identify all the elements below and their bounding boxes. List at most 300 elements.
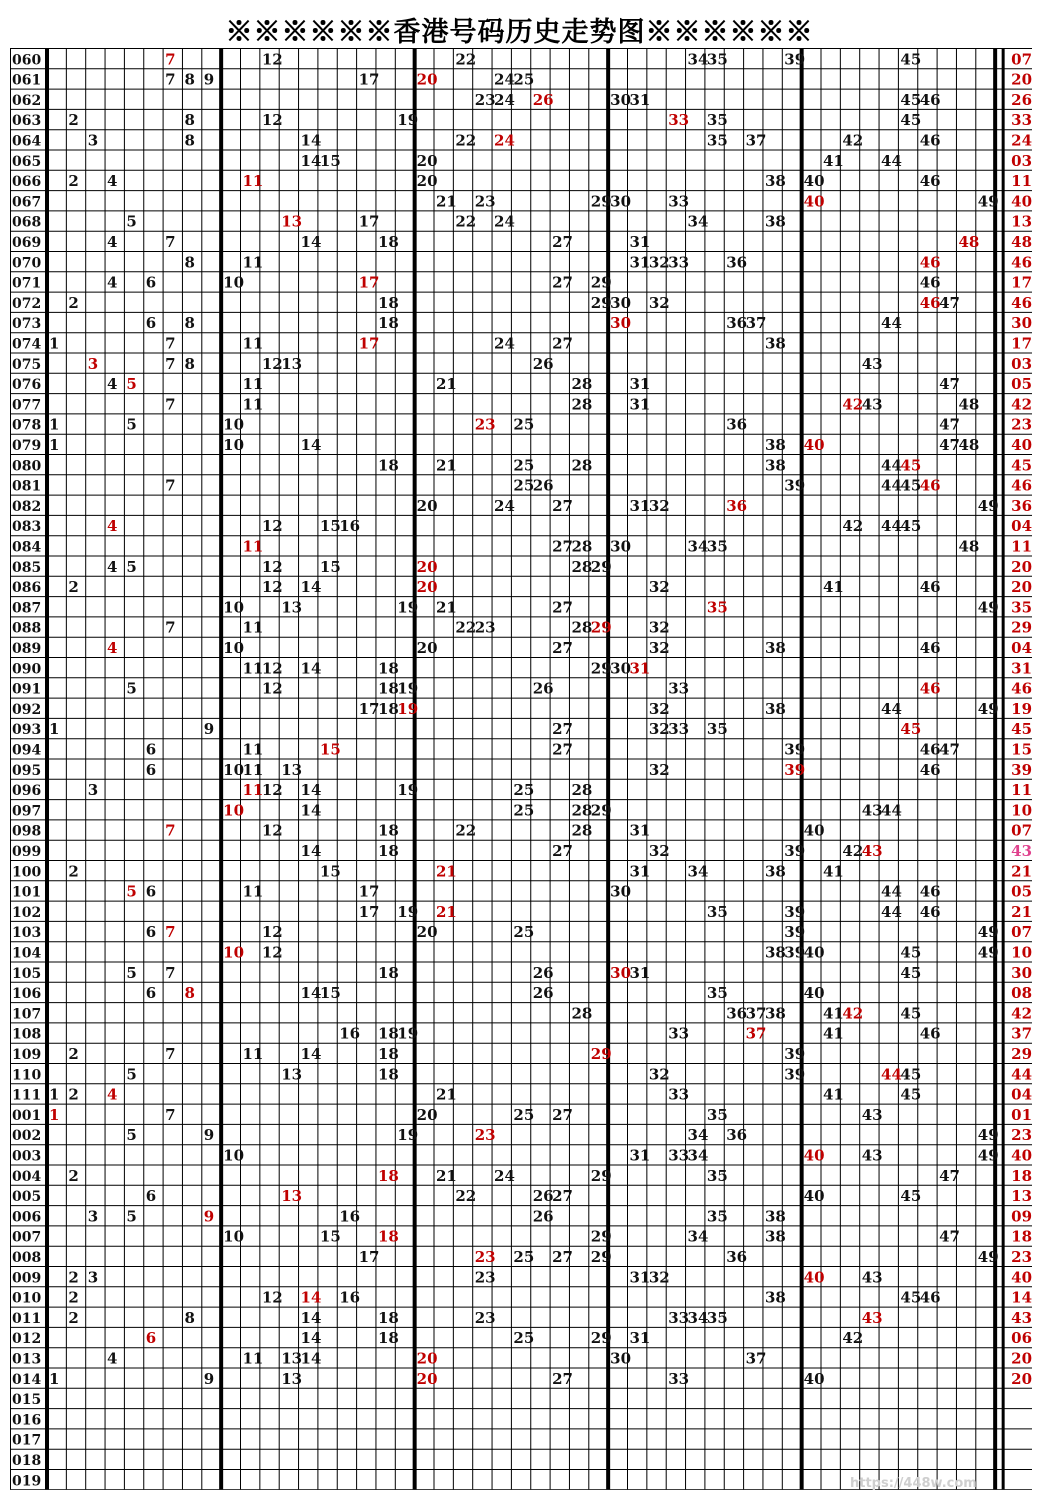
drawn-number: 25 — [513, 1329, 535, 1348]
result-number: 11 — [1011, 172, 1032, 191]
special-number: 46 — [919, 476, 941, 495]
special-number: 44 — [881, 1065, 902, 1084]
result-number: 05 — [1011, 375, 1032, 394]
result-number: 31 — [1011, 659, 1032, 678]
issue-number: 079 — [12, 438, 42, 454]
issue-number: 062 — [12, 92, 42, 109]
drawn-number: 39 — [784, 842, 806, 860]
drawn-number: 41 — [823, 151, 844, 170]
issue-number: 104 — [12, 945, 42, 962]
result-number: 07 — [1011, 821, 1032, 840]
drawn-number: 21 — [436, 1166, 457, 1185]
drawn-number: 46 — [919, 760, 941, 779]
special-number: 8 — [184, 984, 195, 1003]
drawn-number: 18 — [377, 1045, 399, 1063]
issue-number: 001 — [12, 1107, 42, 1124]
special-number: 18 — [377, 1227, 399, 1246]
drawn-number: 25 — [513, 456, 535, 475]
drawn-number: 2 — [68, 1085, 79, 1104]
special-number: 46 — [919, 253, 941, 272]
issue-number: 073 — [12, 316, 42, 333]
issue-number: 103 — [12, 925, 42, 942]
issue-number: 105 — [12, 965, 42, 982]
special-number: 20 — [416, 578, 438, 597]
drawn-number: 9 — [203, 1369, 215, 1388]
drawn-number: 21 — [436, 192, 457, 211]
drawn-number: 40 — [803, 821, 825, 840]
drawn-number: 17 — [358, 902, 380, 921]
drawn-number: 26 — [532, 476, 554, 495]
drawn-number: 25 — [513, 70, 535, 89]
drawn-number: 47 — [939, 1227, 960, 1246]
drawn-number: 15 — [319, 1227, 341, 1246]
drawn-number: 29 — [590, 557, 612, 576]
special-number: 14 — [300, 1288, 322, 1307]
drawn-number: 49 — [977, 923, 999, 942]
drawn-number: 5 — [126, 415, 137, 434]
issue-number: 083 — [12, 519, 42, 536]
special-number: 23 — [474, 1126, 496, 1145]
result-number: 07 — [1011, 923, 1032, 942]
drawn-number: 42 — [842, 517, 864, 536]
issue-number: 084 — [12, 539, 42, 556]
drawn-number: 45 — [900, 963, 922, 982]
drawn-number: 40 — [803, 1187, 825, 1206]
special-number: 39 — [784, 760, 806, 779]
drawn-number: 35 — [706, 131, 728, 150]
issue-number: 091 — [12, 681, 42, 698]
special-number: 20 — [416, 1369, 438, 1388]
result-number: 11 — [1011, 537, 1032, 556]
drawn-number: 35 — [706, 720, 728, 739]
drawn-number: 41 — [823, 862, 844, 881]
drawn-number: 2 — [68, 293, 79, 312]
result-number: 39 — [1011, 760, 1032, 779]
drawn-number: 34 — [687, 212, 709, 231]
special-number: 10 — [223, 943, 245, 962]
drawn-number: 44 — [881, 882, 902, 901]
drawn-number: 34 — [687, 1227, 709, 1246]
result-number: 24 — [1011, 131, 1032, 150]
drawn-number: 20 — [416, 1105, 438, 1124]
drawn-number: 27 — [552, 598, 573, 617]
drawn-number: 25 — [513, 923, 535, 942]
drawn-number: 45 — [900, 111, 922, 130]
drawn-number: 41 — [823, 578, 844, 597]
drawn-number: 19 — [397, 1024, 419, 1043]
drawn-number: 26 — [532, 354, 554, 373]
drawn-number: 37 — [745, 1349, 767, 1368]
result-number: 20 — [1011, 1369, 1032, 1388]
drawn-number: 29 — [590, 192, 612, 211]
issue-number: 101 — [12, 884, 42, 901]
issue-number: 068 — [12, 214, 42, 231]
drawn-number: 15 — [319, 984, 341, 1003]
drawn-number: 34 — [687, 537, 709, 556]
issue-number: 078 — [12, 417, 42, 434]
drawn-number: 30 — [610, 882, 632, 901]
special-number: 17 — [358, 273, 380, 292]
drawn-number: 12 — [261, 111, 283, 130]
result-number: 04 — [1011, 517, 1032, 536]
special-number: 4 — [107, 1085, 118, 1104]
drawn-number: 22 — [455, 212, 477, 231]
drawn-number: 23 — [474, 192, 496, 211]
result-number: 09 — [1011, 1207, 1032, 1226]
drawn-number: 38 — [764, 699, 786, 718]
drawn-number: 25 — [513, 801, 535, 820]
drawn-number: 17 — [358, 212, 380, 231]
drawn-number: 45 — [900, 1288, 922, 1307]
drawn-number: 2 — [68, 1045, 79, 1063]
drawn-number: 15 — [319, 557, 341, 576]
drawn-number: 44 — [881, 902, 902, 921]
special-number: 26 — [532, 90, 554, 109]
drawn-number: 27 — [552, 720, 573, 739]
drawn-number: 18 — [377, 1308, 399, 1327]
drawn-number: 7 — [165, 70, 176, 89]
drawn-number: 28 — [571, 801, 593, 820]
drawn-number: 42 — [842, 1329, 864, 1348]
drawn-number: 45 — [900, 517, 922, 536]
result-number: 14 — [1011, 1288, 1032, 1307]
drawn-number: 24 — [494, 334, 515, 353]
drawn-number: 27 — [552, 1369, 573, 1388]
drawn-number: 16 — [339, 1288, 361, 1307]
drawn-number: 5 — [126, 679, 137, 698]
drawn-number: 15 — [319, 517, 341, 536]
drawn-number: 10 — [223, 415, 245, 434]
drawn-number: 13 — [281, 760, 303, 779]
drawn-number: 22 — [455, 50, 477, 69]
drawn-number: 12 — [261, 354, 283, 373]
issue-number: 070 — [12, 255, 42, 272]
result-number: 10 — [1011, 801, 1032, 820]
drawn-number: 27 — [552, 334, 573, 353]
drawn-number: 44 — [881, 801, 902, 820]
drawn-number: 24 — [494, 1166, 515, 1185]
drawn-number: 9 — [203, 1126, 215, 1145]
result-number: 26 — [1011, 90, 1032, 109]
drawn-number: 12 — [261, 679, 283, 698]
drawn-number: 1 — [49, 334, 60, 353]
drawn-number: 39 — [784, 1065, 806, 1084]
issue-number: 082 — [12, 498, 42, 515]
drawn-number: 32 — [648, 293, 670, 312]
drawn-number: 26 — [532, 984, 554, 1003]
result-number: 44 — [1011, 1065, 1032, 1084]
drawn-number: 14 — [300, 842, 322, 860]
issue-number: 087 — [12, 600, 42, 617]
special-number: 21 — [436, 902, 457, 921]
drawn-number: 33 — [668, 192, 690, 211]
drawn-number: 35 — [706, 111, 728, 130]
drawn-number: 38 — [764, 1288, 786, 1307]
drawn-number: 14 — [300, 1308, 322, 1327]
drawn-number: 8 — [184, 253, 195, 272]
drawn-number: 4 — [107, 233, 118, 251]
drawn-number: 11 — [242, 882, 264, 901]
result-number: 45 — [1011, 720, 1032, 739]
issue-number: 072 — [12, 295, 42, 312]
drawn-number: 37 — [745, 131, 767, 150]
issue-number: 069 — [12, 235, 42, 251]
drawn-number: 38 — [764, 436, 786, 454]
drawn-number: 8 — [184, 111, 195, 130]
drawn-number: 30 — [610, 90, 632, 109]
result-number: 30 — [1011, 314, 1032, 333]
issue-number: 002 — [12, 1128, 42, 1145]
drawn-number: 7 — [165, 395, 176, 414]
drawn-number: 35 — [706, 1207, 728, 1226]
drawn-number: 22 — [455, 131, 477, 150]
issue-number: 080 — [12, 458, 42, 475]
issue-number: 102 — [12, 904, 42, 921]
special-number: 23 — [474, 1248, 496, 1266]
drawn-number: 36 — [726, 415, 748, 434]
drawn-number: 23 — [474, 1268, 496, 1287]
special-number: 46 — [919, 293, 941, 312]
drawn-number: 44 — [881, 699, 902, 718]
drawn-number: 46 — [919, 131, 941, 150]
drawn-number: 11 — [242, 659, 264, 678]
issue-number: 017 — [12, 1432, 42, 1449]
drawn-number: 31 — [629, 496, 651, 515]
drawn-number: 46 — [919, 172, 941, 191]
drawn-number: 6 — [145, 984, 157, 1003]
issue-number: 010 — [12, 1290, 42, 1307]
drawn-number: 48 — [958, 537, 980, 556]
special-number: 40 — [803, 1146, 825, 1165]
drawn-number: 6 — [145, 1187, 157, 1206]
drawn-number: 3 — [87, 131, 99, 150]
drawn-number: 18 — [377, 1024, 399, 1043]
drawn-number: 49 — [977, 192, 999, 211]
drawn-number: 19 — [397, 781, 419, 800]
issue-number: 015 — [12, 1392, 42, 1409]
result-number: 10 — [1011, 943, 1032, 962]
drawn-number: 30 — [610, 293, 632, 312]
drawn-number: 13 — [281, 1349, 303, 1368]
drawn-number: 18 — [377, 314, 399, 333]
issue-number: 110 — [12, 1067, 42, 1084]
drawn-number: 27 — [552, 233, 573, 251]
drawn-number: 5 — [126, 1207, 137, 1226]
drawn-number: 42 — [842, 131, 864, 150]
drawn-number: 25 — [513, 781, 535, 800]
result-number: 29 — [1011, 618, 1032, 637]
drawn-number: 31 — [629, 395, 651, 414]
result-number: 20 — [1011, 557, 1032, 576]
drawn-number: 43 — [861, 1146, 883, 1165]
drawn-number: 36 — [726, 1248, 748, 1266]
special-number: 37 — [745, 1024, 767, 1043]
drawn-number: 44 — [881, 314, 902, 333]
drawn-number: 7 — [165, 618, 176, 637]
special-number: 4 — [107, 639, 118, 657]
drawn-number: 33 — [668, 253, 690, 272]
drawn-number: 38 — [764, 1227, 786, 1246]
result-number: 01 — [1011, 1105, 1032, 1124]
drawn-number: 8 — [184, 354, 195, 373]
issue-number: 100 — [12, 864, 42, 881]
issue-number: 092 — [12, 701, 42, 718]
drawn-number: 46 — [919, 1024, 941, 1043]
result-number: 07 — [1011, 50, 1032, 69]
special-number: 7 — [165, 50, 176, 69]
issue-number: 107 — [12, 1006, 42, 1023]
special-number: 40 — [803, 192, 825, 211]
special-number: 43 — [861, 1308, 883, 1327]
drawn-number: 38 — [764, 172, 786, 191]
drawn-number: 49 — [977, 1126, 999, 1145]
drawn-number: 5 — [126, 557, 137, 576]
drawn-number: 24 — [494, 212, 515, 231]
drawn-number: 7 — [165, 233, 176, 251]
drawn-number: 38 — [764, 862, 786, 881]
issue-number: 064 — [12, 133, 42, 150]
special-number: 3 — [87, 354, 99, 373]
drawn-number: 27 — [552, 639, 573, 657]
drawn-number: 18 — [377, 821, 399, 840]
drawn-number: 29 — [590, 801, 612, 820]
drawn-number: 23 — [474, 1308, 496, 1327]
result-number: 21 — [1011, 902, 1032, 921]
drawn-number: 4 — [107, 1349, 118, 1368]
result-number: 40 — [1011, 436, 1032, 454]
drawn-number: 49 — [977, 496, 999, 515]
drawn-number: 20 — [416, 923, 438, 942]
drawn-number: 43 — [861, 1105, 883, 1124]
result-number: 40 — [1011, 1268, 1032, 1287]
drawn-number: 14 — [300, 233, 322, 251]
drawn-number: 31 — [629, 963, 651, 982]
special-number: 46 — [919, 679, 941, 698]
drawn-number: 11 — [242, 760, 264, 779]
drawn-number: 3 — [87, 1268, 99, 1287]
drawn-number: 38 — [764, 212, 786, 231]
drawn-number: 28 — [571, 395, 593, 414]
drawn-number: 31 — [629, 821, 651, 840]
drawn-number: 32 — [648, 760, 670, 779]
drawn-number: 35 — [706, 902, 728, 921]
drawn-number: 5 — [126, 212, 137, 231]
drawn-number: 27 — [552, 496, 573, 515]
issue-number: 061 — [12, 72, 42, 89]
issue-number: 086 — [12, 580, 42, 597]
drawn-number: 14 — [300, 151, 322, 170]
drawn-number: 27 — [552, 740, 573, 759]
issue-number: 063 — [12, 113, 42, 130]
drawn-number: 13 — [281, 1369, 303, 1388]
drawn-number: 17 — [358, 882, 380, 901]
drawn-number: 18 — [377, 699, 399, 718]
drawn-number: 17 — [358, 70, 380, 89]
drawn-number: 25 — [513, 476, 535, 495]
trend-chart-grid — [10, 48, 1032, 1490]
drawn-number: 35 — [706, 50, 728, 69]
special-number: 45 — [900, 720, 922, 739]
drawn-number: 2 — [68, 1288, 79, 1307]
drawn-number: 35 — [706, 1166, 728, 1185]
drawn-number: 13 — [281, 1065, 303, 1084]
issue-number: 095 — [12, 762, 42, 779]
issue-number: 006 — [12, 1209, 42, 1226]
drawn-number: 12 — [261, 923, 283, 942]
drawn-number: 16 — [339, 1207, 361, 1226]
special-number: 21 — [436, 862, 457, 881]
drawn-number: 45 — [900, 1065, 922, 1084]
drawn-number: 4 — [107, 172, 118, 191]
drawn-number: 46 — [919, 902, 941, 921]
issue-number: 076 — [12, 377, 42, 394]
drawn-number: 1 — [49, 415, 60, 434]
drawn-number: 28 — [571, 1004, 593, 1023]
drawn-number: 38 — [764, 456, 786, 475]
drawn-number: 16 — [339, 1024, 361, 1043]
drawn-number: 35 — [706, 1308, 728, 1327]
drawn-number: 7 — [165, 476, 176, 495]
drawn-number: 46 — [919, 273, 941, 292]
drawn-number: 26 — [532, 679, 554, 698]
result-number: 40 — [1011, 1146, 1032, 1165]
drawn-number: 39 — [784, 740, 806, 759]
drawn-number: 29 — [590, 293, 612, 312]
issue-number: 077 — [12, 397, 42, 414]
drawn-number: 18 — [377, 963, 399, 982]
result-number: 19 — [1011, 699, 1032, 718]
special-number: 36 — [726, 496, 748, 515]
drawn-number: 40 — [803, 172, 825, 191]
drawn-number: 39 — [784, 943, 806, 962]
special-number: 20 — [416, 557, 438, 576]
drawn-number: 12 — [261, 557, 283, 576]
drawn-number: 30 — [610, 192, 632, 211]
drawn-number: 32 — [648, 842, 670, 860]
special-number: 19 — [397, 699, 419, 718]
issue-number: 085 — [12, 559, 42, 576]
issue-number: 014 — [12, 1371, 42, 1388]
drawn-number: 11 — [242, 740, 264, 759]
drawn-number: 14 — [300, 1045, 322, 1063]
special-number: 30 — [610, 963, 632, 982]
drawn-number: 47 — [939, 740, 960, 759]
result-number: 17 — [1011, 273, 1032, 292]
drawn-number: 8 — [184, 314, 195, 333]
drawn-number: 44 — [881, 517, 902, 536]
result-number: 37 — [1011, 1024, 1032, 1043]
drawn-number: 28 — [571, 537, 593, 556]
drawn-number: 39 — [784, 476, 806, 495]
drawn-number: 12 — [261, 50, 283, 69]
drawn-number: 20 — [416, 172, 438, 191]
drawn-number: 31 — [629, 1329, 651, 1348]
issue-number: 089 — [12, 641, 42, 657]
issue-number: 093 — [12, 722, 42, 739]
result-number: 36 — [1011, 496, 1032, 515]
special-number: 7 — [165, 923, 176, 942]
drawn-number: 2 — [68, 172, 79, 191]
drawn-number: 41 — [823, 1004, 844, 1023]
result-number: 43 — [1011, 842, 1032, 860]
issue-number: 013 — [12, 1351, 42, 1368]
drawn-number: 26 — [532, 1207, 554, 1226]
drawn-number: 25 — [513, 1105, 535, 1124]
result-number: 05 — [1011, 882, 1032, 901]
drawn-number: 32 — [648, 639, 670, 657]
drawn-number: 33 — [668, 679, 690, 698]
drawn-number: 29 — [590, 273, 612, 292]
